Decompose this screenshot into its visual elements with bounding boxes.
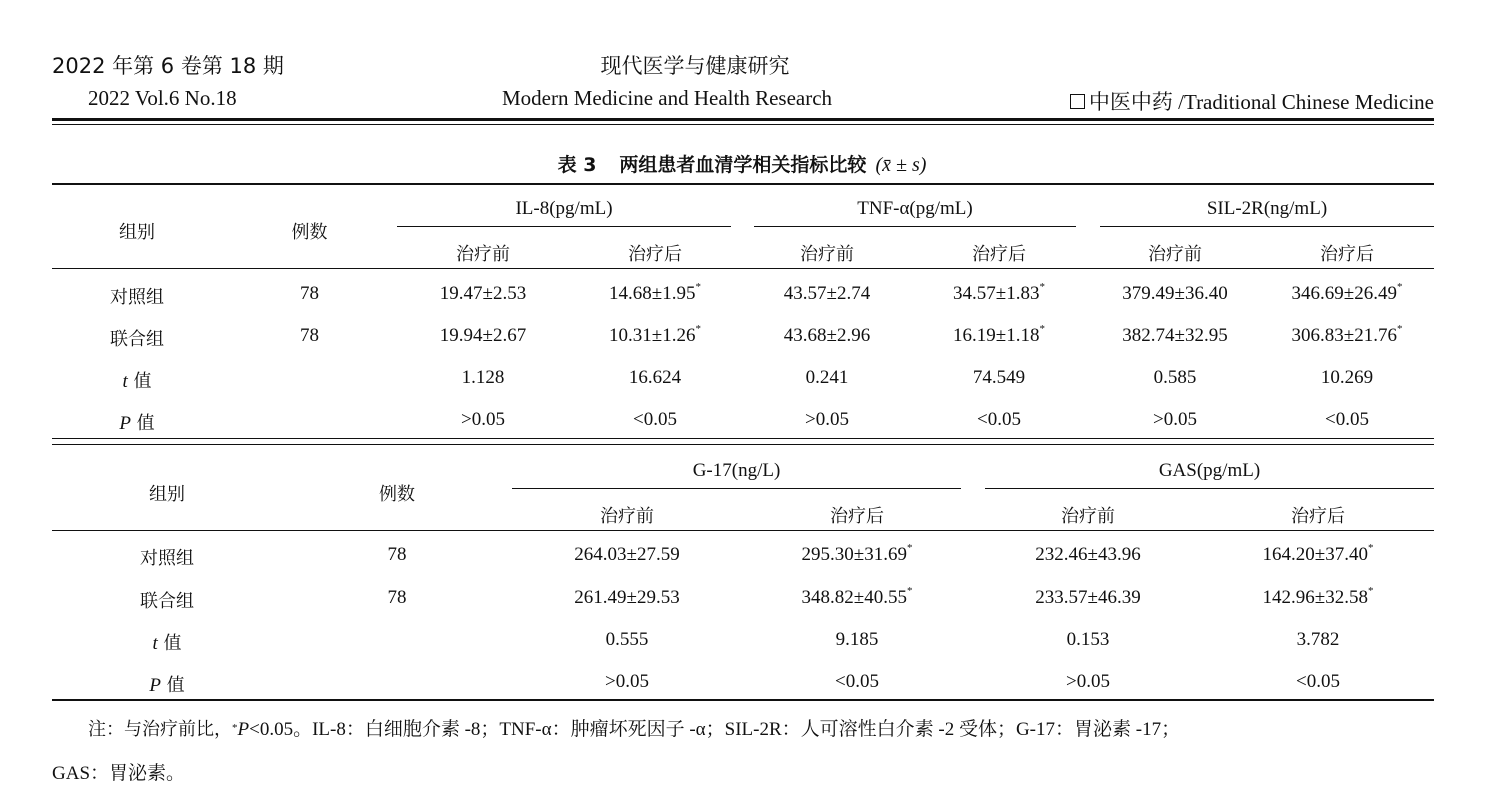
t2-sub-2: 治疗后 [830,506,884,527]
t1-sub-6: 治疗后 [1320,244,1374,265]
t1-sub-1: 治疗前 [456,244,510,265]
t2-row4-label: P 值 [149,675,185,696]
checkbox-square-icon [1070,94,1085,109]
t1-row3-c2: 16.624 [628,367,682,388]
t1-row1-n: 78 [300,283,319,304]
t1-row3-c5: 0.585 [1153,367,1197,388]
t1-col-group: 组别 [119,222,155,243]
t1-row4-c2: <0.05 [633,409,677,430]
t1-row2-c2: 10.31±1.26* [609,323,701,346]
t2-row1-c3: 232.46±43.96 [1035,544,1141,565]
section-label [1070,86,1434,116]
t2-row1-label: 对照组 [140,548,194,569]
table-number: 表 3 [557,154,597,176]
issue-en: 2022 Vol.6 No.18 [88,86,237,110]
t1-row3-c6: 10.269 [1320,367,1374,388]
t2-row2-c2: 348.82±40.55* [801,585,913,608]
t2-row4-c1: >0.05 [605,671,649,692]
table-formula: (x̄ ± s) [875,154,927,176]
table1-bottom-rule-2 [52,444,1434,445]
t1-row2-c6: 306.83±21.76* [1291,323,1403,346]
t1-row1-label: 对照组 [110,287,164,308]
t2-sub-1: 治疗前 [600,506,654,527]
t1-row2-n: 78 [300,325,319,346]
table-footnote [52,708,1434,796]
t2-group-gas: GAS(pg/mL) [1158,460,1261,481]
t2-row3-c3: 0.153 [1066,629,1110,650]
t1-row4-c1: >0.05 [461,409,505,430]
t2-row1-n: 78 [387,544,407,565]
table1-span-rule-2 [754,226,1076,227]
footnote-line-2: GAS：胃泌素。 [52,763,186,784]
table1-top-rule [52,183,1434,185]
t2-row1-c2: 295.30±31.69* [801,542,913,565]
t2-row2-c3: 233.57±46.39 [1035,587,1141,608]
t1-row4-c5: >0.05 [1153,409,1197,430]
t1-col-n: 例数 [291,222,328,243]
t2-row2-c1: 261.49±29.53 [574,587,680,608]
t2-row4-c3: >0.05 [1066,671,1110,692]
t1-row1-c5: 379.49±36.40 [1122,283,1228,304]
t2-row2-c4: 142.96±32.58* [1262,585,1374,608]
t2-row3-c4: 3.782 [1296,629,1340,650]
t1-row2-label: 联合组 [110,329,164,350]
t2-sub-4: 治疗后 [1291,506,1345,527]
t1-sub-5: 治疗前 [1148,244,1202,265]
t1-row2-c4: 16.19±1.18* [953,323,1045,346]
t1-group-tnf: TNF-α(pg/mL) [857,198,973,219]
t1-row3-label: t 值 [122,371,152,392]
t1-row1-c3: 43.57±2.74 [783,283,871,304]
t1-row1-c6: 346.69±26.49* [1291,281,1403,304]
table1-span-rule-3 [1100,226,1434,227]
t2-group-g17: G-17(ng/L) [692,460,781,481]
t2-col-group: 组别 [149,484,185,505]
t1-row4-label: P 值 [119,413,155,434]
t1-row3-c1: 1.128 [461,367,505,388]
t1-row2-c3: 43.68±2.96 [783,325,871,346]
table2-head-rule [52,530,1434,531]
journal-title-cn: 现代医学与健康研究 [600,54,790,78]
table1-head-rule [52,268,1434,269]
t2-sub-3: 治疗前 [1061,506,1115,527]
t2-row4-c4: <0.05 [1296,671,1340,692]
table2-span-rule-2 [985,488,1434,489]
t1-row2-c1: 19.94±2.67 [439,325,527,346]
t1-row3-c3: 0.241 [805,367,849,388]
t2-row3-c2: 9.185 [835,629,879,650]
t1-row1-c2: 14.68±1.95* [609,281,701,304]
t1-row1-c1: 19.47±2.53 [439,283,527,304]
t2-row2-label: 联合组 [140,591,194,612]
t1-sub-4: 治疗后 [972,244,1026,265]
t1-group-il8: IL-8(pg/mL) [515,198,613,219]
t2-row1-c4: 164.20±37.40* [1262,542,1374,565]
t1-row4-c3: >0.05 [805,409,849,430]
t1-sub-2: 治疗后 [628,244,682,265]
table2-span-rule-1 [512,488,961,489]
table1-span-rule-1 [397,226,731,227]
journal-title-en: Modern Medicine and Health Research [502,86,833,110]
t1-sub-3: 治疗前 [800,244,854,265]
table2-bottom-rule [52,699,1434,701]
t2-row3-label: t 值 [152,633,182,654]
table-title: 两组患者血清学相关指标比较 [619,154,867,176]
t2-row4-c2: <0.05 [835,671,879,692]
table1-bottom-rule-1 [52,438,1434,439]
t1-row2-c5: 382.74±32.95 [1122,325,1228,346]
t2-col-n: 例数 [379,484,415,505]
t1-row4-c6: <0.05 [1325,409,1369,430]
t1-row3-c4: 74.549 [972,367,1026,388]
issue-cn: 2022 年第 6 卷第 18 期 [52,54,284,78]
header-rule-thin [52,124,1434,125]
section-text: 中医中药 /Traditional Chinese Medicine [1088,90,1434,114]
t2-row3-c1: 0.555 [605,629,649,650]
t2-row2-n: 78 [387,587,407,608]
t1-group-sil2r: SIL-2R(ng/mL) [1206,198,1328,219]
t1-row1-c4: 34.57±1.83* [953,281,1045,304]
footnote-line-1: 注：与治疗前比，*P<0.05。IL-8：白细胞介素 -8；TNF-α：肿瘤坏死因子 -α；SIL-2R：人可溶性白介素 -2 受体；G-17：胃泌素 -17； [88,719,1181,740]
t2-row1-c1: 264.03±27.59 [574,544,680,565]
t1-row4-c4: <0.05 [977,409,1021,430]
header-rule-thick [52,118,1434,121]
table-caption [0,150,1494,177]
